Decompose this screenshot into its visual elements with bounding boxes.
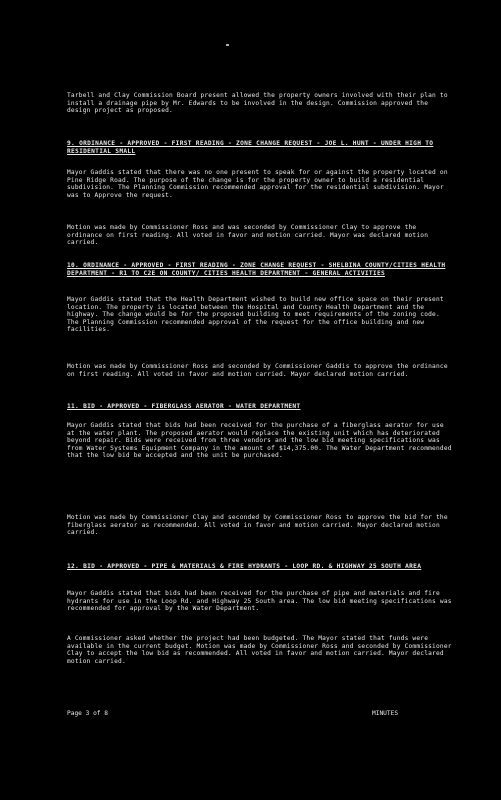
intro-paragraph: Tarbell and Clay Commission Board present allowed the property owners involved with their plan to install a drainage pipe by Mr. Edwards to be involved in the design. Commission approved the design project as proposed. bbox=[67, 92, 452, 115]
section-heading-10: 10. ORDINANCE - APPROVED - FIRST READING - ZONE CHANGE REQUEST - SHELBINA COUNTY/CITIES HEALTH DEPARTMENT - R1 TO C2E ON COUNTY/ CITIES HEALTH DEPARTMENT - GENERAL ACTIVITIES bbox=[67, 262, 446, 277]
page-mark bbox=[226, 44, 229, 46]
section-9-paragraph-1: Mayor Gaddis stated that there was no one present to speak for or against the property located on Pine Ridge Road. The purpose of the change is for the property owner to build a residential subdivision. The Planning Commission recommended approval for the residential subdivision. Mayor was to Approve the request. bbox=[67, 169, 452, 199]
section-12-paragraph-1: Mayor Gaddis stated that bids had been received for the purchase of pipe and materials and fire hydrants for use in the Loop Rd. and Highway 25 South area. The low bid meeting specifications was recommended for approval by the Water Department. bbox=[67, 590, 456, 613]
footer-label: MINUTES bbox=[372, 710, 399, 717]
section-9-paragraph-2: Motion was made by Commissioner Ross and was seconded by Commissioner Clay to approve the ordinance on first reading. All voted in favor and motion carried. Mayor was declared motion carried. bbox=[67, 224, 433, 247]
section-10-paragraph-1: Mayor Gaddis stated that the Health Department wished to build new office space on their present location. The property is located between the Hospital and County Health Department and the highway. The change would be for the proposed building to meet requirements of the zoning code. The Planning Commission recommended approval of the request for the office building and new facilities. bbox=[67, 296, 448, 334]
section-12-paragraph-2: A Commissioner asked whether the project had been budgeted. The Mayor stated that funds were available in the current budget. Motion was made by Commissioner Ross and seconded by Commissioner Clay to accept the low bid as recommended. All voted in favor and motion carried. Mayor declared motion carried. bbox=[67, 635, 456, 665]
section-11-paragraph-2: Motion was made by Commissioner Clay and seconded by Commissioner Ross to approve the bid for the fiberglass aerator as recommended. All voted in favor and motion carried. Mayor declared motion carried. bbox=[67, 514, 452, 537]
section-heading-12: 12. BID - APPROVED - PIPE & MATERIALS & FIRE HYDRANTS - LOOP RD. & HIGHWAY 25 SOUTH AREA bbox=[67, 563, 422, 570]
footer-page-number: Page 3 of 8 bbox=[67, 710, 108, 717]
section-11-paragraph-1: Mayor Gaddis stated that bids had been received for the purchase of a fiberglass aerator for use at the water plant. The proposed aerator would replace the existing unit which has deteriorated beyond repair. Bids were received from three vendors and the low bid meeting specifications was from Water Systems Equipment Company in the amount of $14,375.00. The Water Department recommended that the low bid be accepted and the unit be purchased. bbox=[67, 422, 456, 460]
section-heading-11: 11. BID - APPROVED - FIBERGLASS AERATOR - WATER DEPARTMENT bbox=[67, 403, 301, 410]
section-heading-9: 9. ORDINANCE - APPROVED - FIRST READING - ZONE CHANGE REQUEST - JOE L. HUNT - UNDER HIGH TO RESIDENTIAL SMALL bbox=[67, 140, 434, 155]
section-10-paragraph-2: Motion was made by Commissioner Ross and seconded by Commissioner Gaddis to approve the ordinance on first reading. All voted in favor and motion carried. Mayor declared motion carried. bbox=[67, 363, 452, 378]
